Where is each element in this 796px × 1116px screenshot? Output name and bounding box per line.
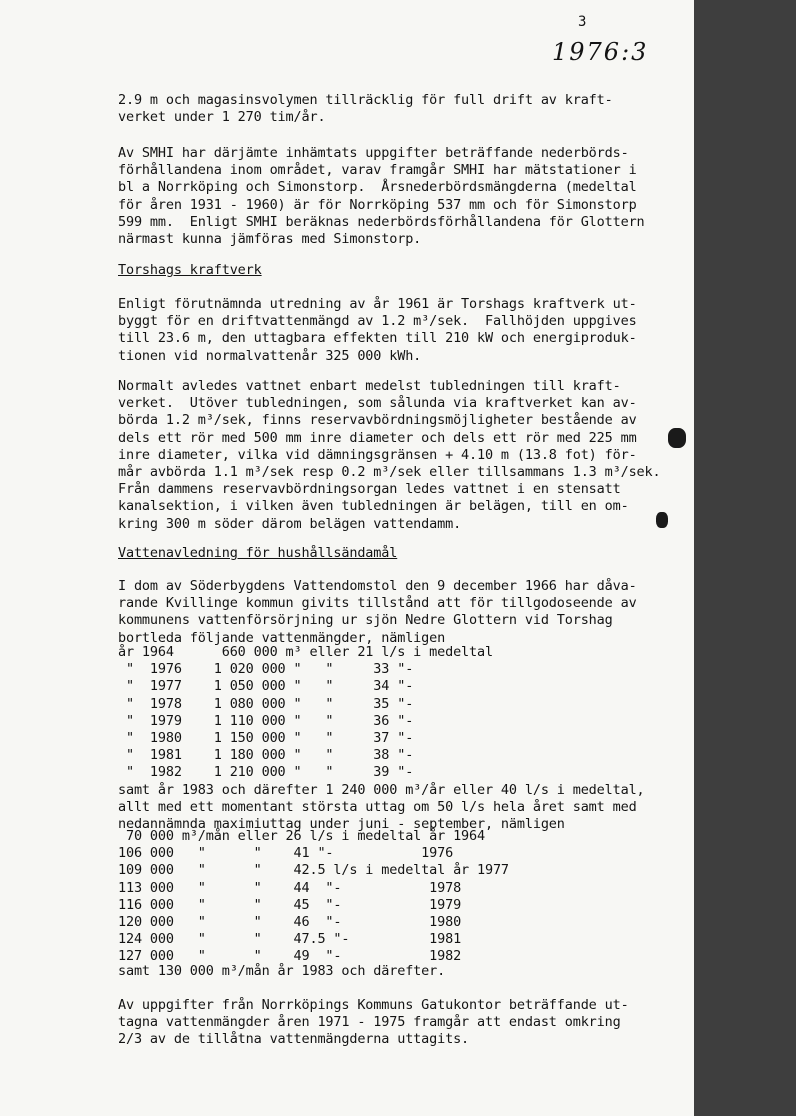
heading-torshag: Torshags kraftverk — [118, 262, 262, 278]
annual-quantities-table: år 1964 660 000 m³ eller 21 l/s i medeltal " 1976 1 020 000 " " 33 "- " 1977 1 050 000 " " 34 "- " 1978 1 080 000 " " 35 "- " 1979 1 110 000 " " 36 "- " 1980 1 150 000 " " 37 "- " 1981 1 180 000 " " 38 "- " 1982 1 210 000 " " 39 "- — [118, 644, 493, 781]
intro-paragraph: 2.9 m och magasinsvolymen tillräcklig för full drift av kraft- verket under 1 270 tim/år. — [118, 92, 613, 126]
heading-vattenavledning: Vattenavledning för hushållsändamål — [118, 545, 398, 561]
document-reference: 1976:3 — [552, 38, 649, 66]
vatten-paragraph-1: I dom av Söderbygdens Vattendomstol den 9 december 1966 har dåva- rande Kvillinge kommun givits tillstånd att för tillgodoseende av kommunens vattenförsörjning ur sjön Nedre Glottern vid Torshag bortleda följande vattenmängder, nämligen — [118, 578, 637, 646]
page-number: 3 — [578, 14, 587, 30]
torshag-paragraph-2: Normalt avledes vattnet enbart medelst tubledningen till kraft- verket. Utöver tubledningen, som sålunda via kraftverket kan av- börda 1.2 m³/sek, finns reservavbördningsmöjligheter bestående av dels ett rör med 500 mm inre diameter och dels ett rör med 225 mm inre diameter, vilka vid dämningsgränsen + 4.10 m (13.8 fot) för- mår avbörda 1.1 m³/sek resp 0.2 m³/sek eller tillsammans 1.3 m³/sek. Från dammens reservavbördningsorgan ledes vattnet i en stensatt kanalsektion, i vilken även tubledningen är belägen, till en om- kring 300 m söder därom belägen vattendamm. — [118, 378, 661, 532]
gatukontor-paragraph: Av uppgifter från Norrköpings Kommuns Gatukontor beträffande ut- tagna vattenmängder åren 1971 - 1975 framgår att endast omkring 2/3 av de tillåtna vattenmängderna uttagits. — [118, 997, 629, 1048]
ink-smudge — [656, 512, 668, 528]
scanner-edge — [694, 0, 796, 1116]
ink-smudge — [668, 428, 686, 448]
torshag-paragraph-1: Enligt förutnämnda utredning av år 1961 är Torshags kraftverk ut- byggt för en driftvattenmängd av 1.2 m³/sek. Fallhöjden uppgives till 23.6 m, den uttagbara effekten till 210 kW och energiproduk- tionen vid normalvattenår 325 000 kWh. — [118, 296, 637, 364]
vatten-paragraph-3: samt 130 000 m³/mån år 1983 och därefter. — [118, 963, 446, 979]
vatten-paragraph-2: samt år 1983 och därefter 1 240 000 m³/år eller 40 l/s i medeltal, allt med ett momentant största uttag om 50 l/s hela året samt med nedannämnda maximiuttag under juni - september, nämligen — [118, 782, 645, 833]
smhi-paragraph: Av SMHI har därjämte inhämtats uppgifter beträffande nederbörds- förhållandena inom området, varav framgår SMHI har mätstationer i bl a Norrköping och Simonstorp. Årsnederbördsmängderna (medeltal för åren 1931 - 1960) är för Norrköping 537 mm och för Simonstorp 599 mm. Enligt SMHI beräknas nederbördsförhållandena för Glottern närmast kunna jämföras med Simonstorp. — [118, 145, 645, 248]
monthly-quantities-table: 70 000 m³/mån eller 26 l/s i medeltal år 1964 106 000 " " 41 "- 1976 109 000 " " 42.5 l/s i medeltal år 1977 113 000 " " 44 "- 1978 116 000 " " 45 "- 1979 120 000 " " 46 "- 1980 124 000 " " 47.5 "- 1981 127 000 " " 49 "- 1982 — [118, 828, 509, 965]
